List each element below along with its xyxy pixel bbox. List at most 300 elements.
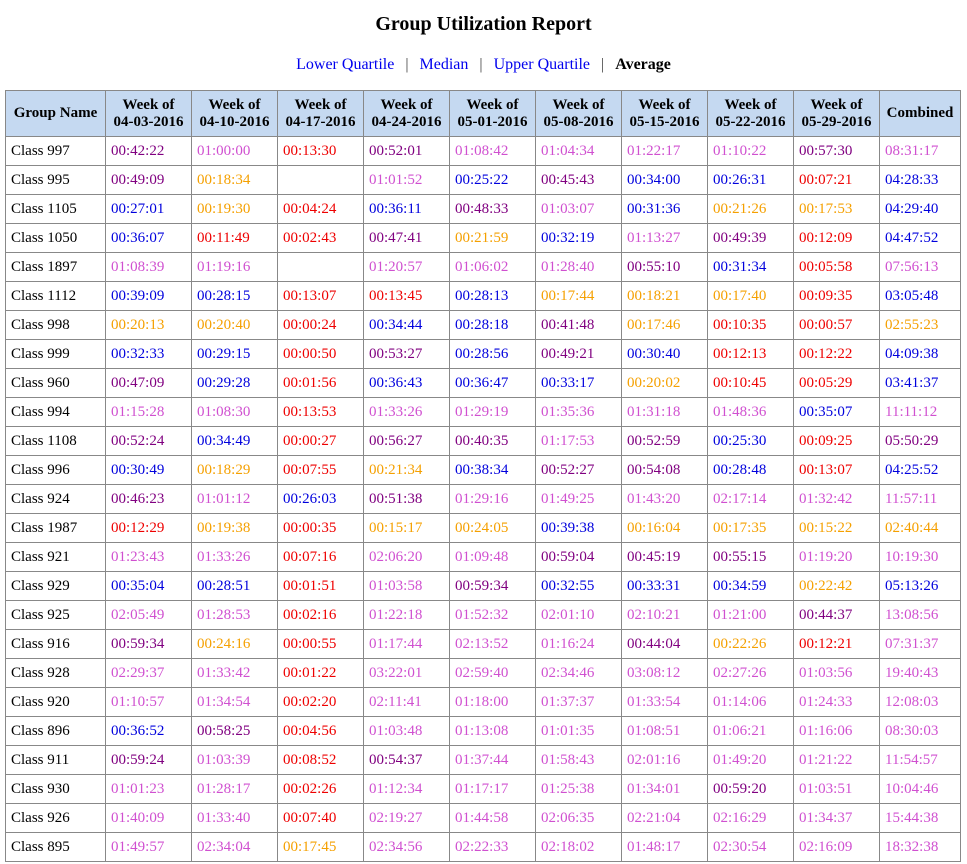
week-cell: 00:29:15 (192, 340, 278, 369)
week-cell: 01:34:54 (192, 688, 278, 717)
utilization-table (5, 90, 961, 862)
week-cell: 00:07:55 (278, 456, 364, 485)
week-cell: 00:33:17 (536, 369, 622, 398)
week-cell: 00:38:34 (450, 456, 536, 485)
combined-cell: 11:11:12 (880, 398, 961, 427)
week-cell: 01:15:28 (106, 398, 192, 427)
week-cell: 00:02:43 (278, 224, 364, 253)
week-cell: 00:12:22 (794, 340, 880, 369)
week-cell: 01:20:57 (364, 253, 450, 282)
group-name-cell: Class 1112 (6, 282, 106, 311)
table-row (6, 253, 961, 282)
week-cell: 00:28:18 (450, 311, 536, 340)
week-cell: 01:04:34 (536, 137, 622, 166)
column-header: Week of 04-03-2016 (106, 91, 192, 137)
week-cell: 01:09:48 (450, 543, 536, 572)
week-cell: 01:44:58 (450, 804, 536, 833)
week-cell: 01:08:39 (106, 253, 192, 282)
combined-cell: 08:30:03 (880, 717, 961, 746)
week-cell: 00:34:44 (364, 311, 450, 340)
week-cell: 01:13:08 (450, 717, 536, 746)
week-cell: 01:01:23 (106, 775, 192, 804)
week-cell: 00:13:53 (278, 398, 364, 427)
week-cell: 00:07:40 (278, 804, 364, 833)
week-cell: 00:57:30 (794, 137, 880, 166)
week-cell: 01:06:02 (450, 253, 536, 282)
week-cell: 00:28:51 (192, 572, 278, 601)
week-cell: 00:00:24 (278, 311, 364, 340)
week-cell: 01:29:19 (450, 398, 536, 427)
week-cell: 01:49:57 (106, 833, 192, 862)
table-row (6, 311, 961, 340)
nav-separator: | (479, 56, 483, 73)
week-cell: 01:31:18 (622, 398, 708, 427)
week-cell: 01:03:48 (364, 717, 450, 746)
combined-cell: 04:28:33 (880, 166, 961, 195)
week-cell: 00:21:34 (364, 456, 450, 485)
group-name-cell: Class 1987 (6, 514, 106, 543)
week-cell: 01:22:18 (364, 601, 450, 630)
column-header: Week of 05-08-2016 (536, 91, 622, 137)
week-cell: 01:49:20 (708, 746, 794, 775)
week-cell: 00:13:07 (794, 456, 880, 485)
week-cell: 01:16:06 (794, 717, 880, 746)
week-cell: 00:13:07 (278, 282, 364, 311)
week-cell: 01:24:33 (794, 688, 880, 717)
week-cell: 00:25:22 (450, 166, 536, 195)
week-cell: 00:35:07 (794, 398, 880, 427)
week-cell: 00:02:26 (278, 775, 364, 804)
week-cell: 00:04:56 (278, 717, 364, 746)
week-cell: 00:22:42 (794, 572, 880, 601)
week-cell: 00:13:30 (278, 137, 364, 166)
group-name-cell: Class 1108 (6, 427, 106, 456)
combined-cell: 07:31:37 (880, 630, 961, 659)
group-name-cell: Class 928 (6, 659, 106, 688)
week-cell: 01:28:53 (192, 601, 278, 630)
week-cell: 01:22:17 (622, 137, 708, 166)
combined-cell: 04:09:38 (880, 340, 961, 369)
group-name-cell: Class 996 (6, 456, 106, 485)
combined-cell: 15:44:38 (880, 804, 961, 833)
week-cell: 00:52:01 (364, 137, 450, 166)
combined-cell: 03:41:37 (880, 369, 961, 398)
week-cell: 00:21:26 (708, 195, 794, 224)
table-row (6, 688, 961, 717)
column-header: Week of 04-17-2016 (278, 91, 364, 137)
combined-cell: 04:25:52 (880, 456, 961, 485)
week-cell: 00:00:55 (278, 630, 364, 659)
week-cell: 02:22:33 (450, 833, 536, 862)
column-header: Group Name (6, 91, 106, 137)
combined-cell: 02:40:44 (880, 514, 961, 543)
nav-separator: | (601, 56, 605, 73)
week-cell: 00:17:44 (536, 282, 622, 311)
week-cell: 01:33:26 (364, 398, 450, 427)
week-cell: 00:54:37 (364, 746, 450, 775)
week-cell: 00:31:34 (708, 253, 794, 282)
nav-upper-quartile-link[interactable]: Upper Quartile (493, 56, 590, 73)
combined-cell: 11:54:57 (880, 746, 961, 775)
week-cell: 01:40:09 (106, 804, 192, 833)
week-cell: 00:07:16 (278, 543, 364, 572)
group-name-cell: Class 1050 (6, 224, 106, 253)
week-cell: 01:03:58 (364, 572, 450, 601)
group-name-cell: Class 895 (6, 833, 106, 862)
group-name-cell: Class 924 (6, 485, 106, 514)
column-header: Week of 04-10-2016 (192, 91, 278, 137)
week-cell: 02:01:16 (622, 746, 708, 775)
combined-cell: 02:55:23 (880, 311, 961, 340)
group-name-cell: Class 930 (6, 775, 106, 804)
week-cell: 00:34:59 (708, 572, 794, 601)
table-row (6, 572, 961, 601)
week-cell: 00:41:48 (536, 311, 622, 340)
week-cell: 00:09:35 (794, 282, 880, 311)
nav-lower-quartile-link[interactable]: Lower Quartile (296, 56, 395, 73)
week-cell: 01:03:07 (536, 195, 622, 224)
week-cell: 00:45:19 (622, 543, 708, 572)
table-row (6, 398, 961, 427)
column-header: Combined (880, 91, 961, 137)
week-cell: 01:28:17 (192, 775, 278, 804)
table-row (6, 804, 961, 833)
table-row (6, 137, 961, 166)
week-cell: 00:48:33 (450, 195, 536, 224)
week-cell: 00:32:55 (536, 572, 622, 601)
group-name-cell: Class 920 (6, 688, 106, 717)
combined-cell: 04:47:52 (880, 224, 961, 253)
table-row (6, 601, 961, 630)
week-cell: 00:51:38 (364, 485, 450, 514)
week-cell: 00:07:21 (794, 166, 880, 195)
week-cell: 01:52:32 (450, 601, 536, 630)
week-cell: 00:05:29 (794, 369, 880, 398)
group-name-cell: Class 926 (6, 804, 106, 833)
week-cell: 00:58:25 (192, 717, 278, 746)
table-header-row (6, 91, 961, 137)
week-cell: 00:32:33 (106, 340, 192, 369)
table-row (6, 340, 961, 369)
week-cell: 00:17:53 (794, 195, 880, 224)
table-row (6, 775, 961, 804)
week-cell: 01:32:42 (794, 485, 880, 514)
combined-cell: 11:57:11 (880, 485, 961, 514)
week-cell: 00:02:20 (278, 688, 364, 717)
week-cell: 00:34:00 (622, 166, 708, 195)
week-cell: 00:19:38 (192, 514, 278, 543)
week-cell: 00:18:29 (192, 456, 278, 485)
week-cell: 01:08:51 (622, 717, 708, 746)
week-cell: 00:10:45 (708, 369, 794, 398)
week-cell (278, 253, 364, 282)
week-cell: 00:31:36 (622, 195, 708, 224)
stat-nav (0, 56, 967, 74)
week-cell: 01:49:25 (536, 485, 622, 514)
week-cell: 00:28:56 (450, 340, 536, 369)
week-cell: 02:16:29 (708, 804, 794, 833)
week-cell: 01:58:43 (536, 746, 622, 775)
week-cell: 01:01:35 (536, 717, 622, 746)
week-cell: 00:36:43 (364, 369, 450, 398)
week-cell: 00:55:10 (622, 253, 708, 282)
week-cell: 00:55:15 (708, 543, 794, 572)
group-name-cell: Class 994 (6, 398, 106, 427)
week-cell: 00:39:38 (536, 514, 622, 543)
week-cell: 01:17:44 (364, 630, 450, 659)
week-cell: 03:08:12 (622, 659, 708, 688)
week-cell: 00:49:09 (106, 166, 192, 195)
table-row (6, 427, 961, 456)
week-cell: 00:20:13 (106, 311, 192, 340)
table-row (6, 659, 961, 688)
week-cell: 02:34:04 (192, 833, 278, 862)
week-cell: 01:29:16 (450, 485, 536, 514)
week-cell: 01:21:00 (708, 601, 794, 630)
table-row (6, 485, 961, 514)
group-name-cell: Class 925 (6, 601, 106, 630)
combined-cell: 07:56:13 (880, 253, 961, 282)
week-cell: 00:04:24 (278, 195, 364, 224)
table-body (6, 137, 961, 862)
table-row (6, 746, 961, 775)
week-cell: 02:34:46 (536, 659, 622, 688)
combined-cell: 13:08:56 (880, 601, 961, 630)
week-cell: 02:06:35 (536, 804, 622, 833)
week-cell: 01:33:40 (192, 804, 278, 833)
page-title: Group Utilization Report (375, 13, 592, 35)
week-cell: 00:17:46 (622, 311, 708, 340)
week-cell: 00:10:35 (708, 311, 794, 340)
week-cell: 00:49:39 (708, 224, 794, 253)
week-cell (278, 166, 364, 195)
week-cell: 00:16:04 (622, 514, 708, 543)
week-cell: 00:21:59 (450, 224, 536, 253)
nav-median-link[interactable]: Median (419, 56, 469, 73)
week-cell: 01:13:27 (622, 224, 708, 253)
week-cell: 00:00:27 (278, 427, 364, 456)
week-cell: 02:05:49 (106, 601, 192, 630)
week-cell: 00:20:02 (622, 369, 708, 398)
table-row (6, 514, 961, 543)
week-cell: 00:25:30 (708, 427, 794, 456)
combined-cell: 08:31:17 (880, 137, 961, 166)
week-cell: 01:08:30 (192, 398, 278, 427)
week-cell: 01:16:24 (536, 630, 622, 659)
week-cell: 00:29:28 (192, 369, 278, 398)
week-cell: 00:20:40 (192, 311, 278, 340)
week-cell: 00:47:09 (106, 369, 192, 398)
week-cell: 00:40:35 (450, 427, 536, 456)
group-name-cell: Class 1897 (6, 253, 106, 282)
week-cell: 00:08:52 (278, 746, 364, 775)
week-cell: 00:39:09 (106, 282, 192, 311)
group-name-cell: Class 921 (6, 543, 106, 572)
week-cell: 00:00:50 (278, 340, 364, 369)
week-cell: 00:59:34 (106, 630, 192, 659)
week-cell: 00:36:11 (364, 195, 450, 224)
week-cell: 01:10:22 (708, 137, 794, 166)
week-cell: 01:43:20 (622, 485, 708, 514)
week-cell: 01:01:52 (364, 166, 450, 195)
week-cell: 00:27:01 (106, 195, 192, 224)
week-cell: 00:24:16 (192, 630, 278, 659)
week-cell: 02:18:02 (536, 833, 622, 862)
week-cell: 00:26:31 (708, 166, 794, 195)
week-cell: 00:28:15 (192, 282, 278, 311)
group-name-cell: Class 896 (6, 717, 106, 746)
week-cell: 01:03:51 (794, 775, 880, 804)
week-cell: 00:24:05 (450, 514, 536, 543)
table-row (6, 282, 961, 311)
week-cell: 00:09:25 (794, 427, 880, 456)
week-cell: 00:59:20 (708, 775, 794, 804)
group-name-cell: Class 960 (6, 369, 106, 398)
table-row (6, 369, 961, 398)
week-cell: 01:35:36 (536, 398, 622, 427)
week-cell: 01:48:36 (708, 398, 794, 427)
group-name-cell: Class 1105 (6, 195, 106, 224)
week-cell: 00:22:26 (708, 630, 794, 659)
week-cell: 01:48:17 (622, 833, 708, 862)
group-name-cell: Class 999 (6, 340, 106, 369)
week-cell: 01:17:53 (536, 427, 622, 456)
week-cell: 02:16:09 (794, 833, 880, 862)
week-cell: 00:32:19 (536, 224, 622, 253)
week-cell: 01:25:38 (536, 775, 622, 804)
week-cell: 02:34:56 (364, 833, 450, 862)
week-cell: 00:59:24 (106, 746, 192, 775)
group-name-cell: Class 997 (6, 137, 106, 166)
week-cell: 00:28:13 (450, 282, 536, 311)
column-header: Week of 05-15-2016 (622, 91, 708, 137)
week-cell: 00:00:57 (794, 311, 880, 340)
group-name-cell: Class 929 (6, 572, 106, 601)
week-cell: 00:02:16 (278, 601, 364, 630)
week-cell: 00:13:45 (364, 282, 450, 311)
week-cell: 00:49:21 (536, 340, 622, 369)
week-cell: 01:12:34 (364, 775, 450, 804)
week-cell: 00:46:23 (106, 485, 192, 514)
week-cell: 02:13:52 (450, 630, 536, 659)
group-name-cell: Class 916 (6, 630, 106, 659)
week-cell: 00:01:22 (278, 659, 364, 688)
week-cell: 00:44:04 (622, 630, 708, 659)
week-cell: 02:29:37 (106, 659, 192, 688)
week-cell: 01:01:12 (192, 485, 278, 514)
table-row (6, 543, 961, 572)
week-cell: 01:14:06 (708, 688, 794, 717)
table-row (6, 195, 961, 224)
column-header: Week of 04-24-2016 (364, 91, 450, 137)
week-cell: 00:52:59 (622, 427, 708, 456)
week-cell: 00:17:35 (708, 514, 794, 543)
group-name-cell: Class 995 (6, 166, 106, 195)
week-cell: 00:53:27 (364, 340, 450, 369)
week-cell: 02:10:21 (622, 601, 708, 630)
week-cell: 00:30:49 (106, 456, 192, 485)
week-cell: 01:21:22 (794, 746, 880, 775)
group-name-cell: Class 911 (6, 746, 106, 775)
week-cell: 00:18:34 (192, 166, 278, 195)
week-cell: 01:17:17 (450, 775, 536, 804)
table-row (6, 166, 961, 195)
combined-cell: 18:32:38 (880, 833, 961, 862)
nav-average-current: Average (615, 56, 671, 73)
week-cell: 00:15:17 (364, 514, 450, 543)
week-cell: 01:10:57 (106, 688, 192, 717)
week-cell: 01:06:21 (708, 717, 794, 746)
week-cell: 00:36:07 (106, 224, 192, 253)
week-cell: 02:01:10 (536, 601, 622, 630)
column-header: Week of 05-01-2016 (450, 91, 536, 137)
week-cell: 00:42:22 (106, 137, 192, 166)
week-cell: 01:33:26 (192, 543, 278, 572)
week-cell: 01:34:37 (794, 804, 880, 833)
combined-cell: 10:04:46 (880, 775, 961, 804)
combined-cell: 03:05:48 (880, 282, 961, 311)
week-cell: 00:12:09 (794, 224, 880, 253)
week-cell: 01:18:00 (450, 688, 536, 717)
week-cell: 01:19:20 (794, 543, 880, 572)
week-cell: 00:34:49 (192, 427, 278, 456)
week-cell: 00:35:04 (106, 572, 192, 601)
week-cell: 01:23:43 (106, 543, 192, 572)
week-cell: 01:03:56 (794, 659, 880, 688)
week-cell: 02:59:40 (450, 659, 536, 688)
week-cell: 00:36:52 (106, 717, 192, 746)
week-cell: 00:12:13 (708, 340, 794, 369)
column-header: Week of 05-29-2016 (794, 91, 880, 137)
column-header: Week of 05-22-2016 (708, 91, 794, 137)
week-cell: 02:17:14 (708, 485, 794, 514)
week-cell: 00:18:21 (622, 282, 708, 311)
week-cell: 00:44:37 (794, 601, 880, 630)
week-cell: 00:12:21 (794, 630, 880, 659)
week-cell: 03:22:01 (364, 659, 450, 688)
week-cell: 00:59:34 (450, 572, 536, 601)
combined-cell: 05:13:26 (880, 572, 961, 601)
week-cell: 02:19:27 (364, 804, 450, 833)
week-cell: 00:56:27 (364, 427, 450, 456)
group-name-cell: Class 998 (6, 311, 106, 340)
week-cell: 00:19:30 (192, 195, 278, 224)
week-cell: 01:33:54 (622, 688, 708, 717)
week-cell: 00:45:43 (536, 166, 622, 195)
week-cell: 00:01:51 (278, 572, 364, 601)
week-cell: 01:19:16 (192, 253, 278, 282)
combined-cell: 04:29:40 (880, 195, 961, 224)
table-row (6, 833, 961, 862)
week-cell: 01:37:37 (536, 688, 622, 717)
week-cell: 00:11:49 (192, 224, 278, 253)
week-cell: 00:52:27 (536, 456, 622, 485)
week-cell: 01:00:00 (192, 137, 278, 166)
week-cell: 02:11:41 (364, 688, 450, 717)
week-cell: 00:54:08 (622, 456, 708, 485)
week-cell: 00:17:45 (278, 833, 364, 862)
week-cell: 01:33:42 (192, 659, 278, 688)
week-cell: 00:12:29 (106, 514, 192, 543)
week-cell: 00:59:04 (536, 543, 622, 572)
week-cell: 00:01:56 (278, 369, 364, 398)
week-cell: 00:52:24 (106, 427, 192, 456)
week-cell: 00:00:35 (278, 514, 364, 543)
week-cell: 01:28:40 (536, 253, 622, 282)
week-cell: 02:27:26 (708, 659, 794, 688)
week-cell: 00:28:48 (708, 456, 794, 485)
week-cell: 01:37:44 (450, 746, 536, 775)
